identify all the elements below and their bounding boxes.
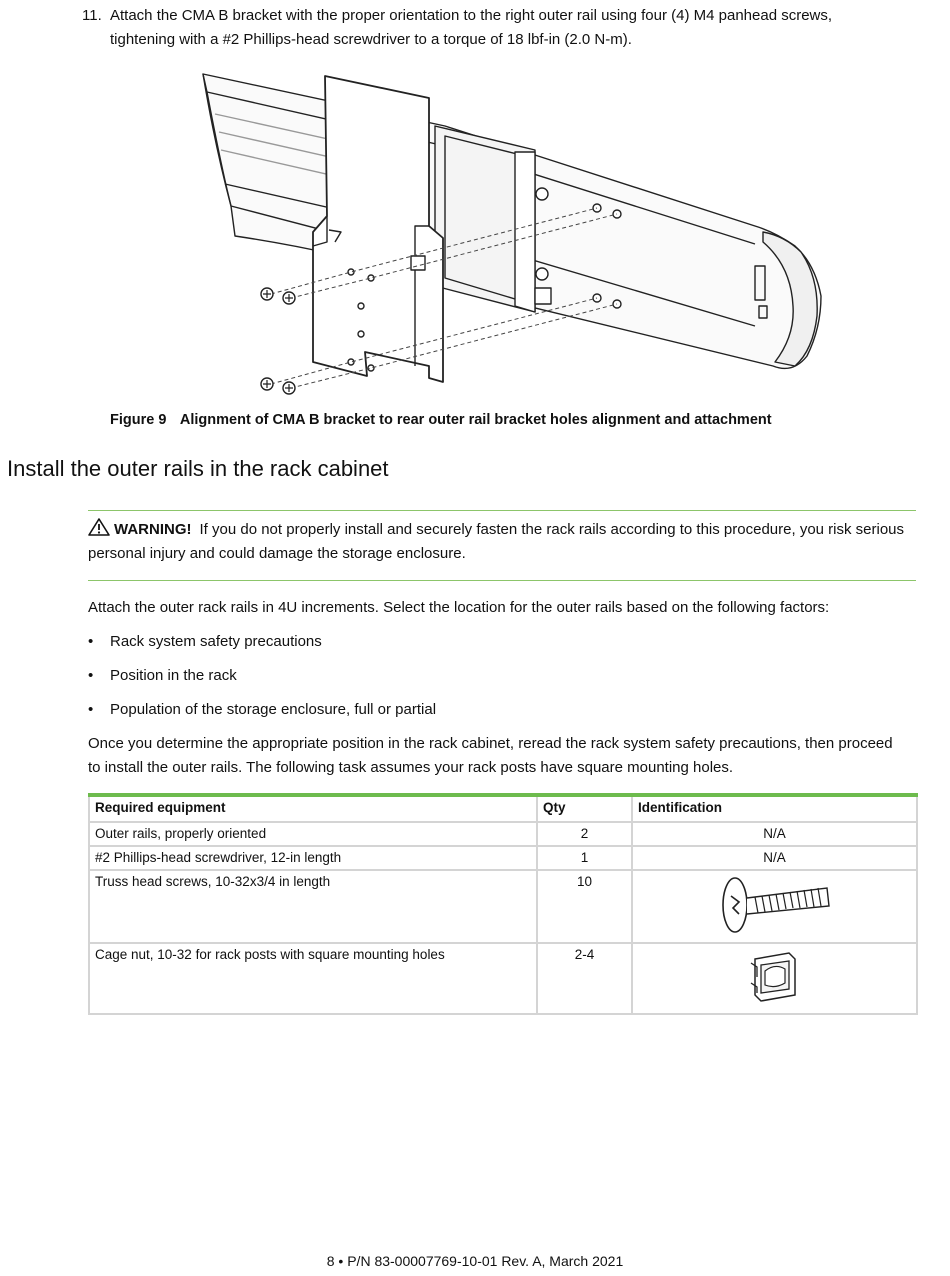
table-row <box>89 943 917 1014</box>
warning-box <box>88 518 908 566</box>
figure-caption <box>110 412 772 428</box>
figure-label: Figure 9 <box>110 412 167 428</box>
intro-paragraph: Attach the outer rack rails in 4U increments. Select the location for the outer rails based on the following factors: <box>88 599 830 616</box>
step-number: 11. <box>82 7 102 24</box>
bullet-icon: • <box>88 701 94 718</box>
qty-cell: 10 <box>537 870 632 943</box>
warning-label: WARNING! <box>114 521 192 538</box>
cma-bracket-rail-figure <box>195 66 825 406</box>
warning-bottom-rule <box>88 580 916 581</box>
required-equipment-table <box>88 793 918 1015</box>
figure-caption-text: Alignment of CMA B bracket to rear outer rail bracket holes alignment and attachment <box>179 412 772 428</box>
identification-cell: N/A <box>632 846 917 870</box>
truss-head-screw-icon <box>719 874 831 936</box>
cma-b-bracket <box>313 76 443 382</box>
equipment-cell: Truss head screws, 10-32x3/4 in length <box>89 870 537 943</box>
bullet-icon: • <box>88 633 94 650</box>
section-heading: Install the outer rails in the rack cabinet <box>7 456 389 481</box>
identification-cell <box>632 943 917 1014</box>
equipment-cell: Cage nut, 10-32 for rack posts with square mounting holes <box>89 943 537 1014</box>
step-text: Attach the CMA B bracket with the proper orientation to the right outer rail using four (4) M4 panhead screws, tightening with a #2 Phillips-head screwdriver to a torque of 18 lbf-in (2.0 N-m). <box>110 7 833 48</box>
page-footer: 8 • P/N 83-00007769-10-01 Rev. A, March 2021 <box>326 1253 624 1269</box>
cage-nut-icon <box>745 947 805 1007</box>
table-row <box>89 822 917 846</box>
table-row <box>89 846 917 870</box>
warning-text: If you do not properly install and securely fasten the rack rails according to this procedure, you risk serious personal injury and could damage the storage enclosure. <box>88 521 905 562</box>
equipment-cell: #2 Phillips-head screwdriver, 12-in length <box>89 846 537 870</box>
qty-cell: 2 <box>537 822 632 846</box>
column-header-qty: Qty <box>537 795 632 822</box>
equipment-cell: Outer rails, properly oriented <box>89 822 537 846</box>
bullet-icon: • <box>88 667 94 684</box>
table-row <box>89 870 917 943</box>
warning-triangle-icon <box>88 518 110 536</box>
identification-cell <box>632 870 917 943</box>
identification-cell: N/A <box>632 822 917 846</box>
column-header-equipment: Required equipment <box>89 795 537 822</box>
table-header-row <box>89 795 917 822</box>
qty-cell: 1 <box>537 846 632 870</box>
qty-cell: 2-4 <box>537 943 632 1014</box>
column-header-identification: Identification <box>632 795 917 822</box>
warning-top-rule <box>88 510 916 511</box>
followup-paragraph: Once you determine the appropriate position in the rack cabinet, reread the rack system safety precautions, then proceed to install the outer rails. The following task assumes your rack posts have square mounting holes. <box>88 735 893 776</box>
